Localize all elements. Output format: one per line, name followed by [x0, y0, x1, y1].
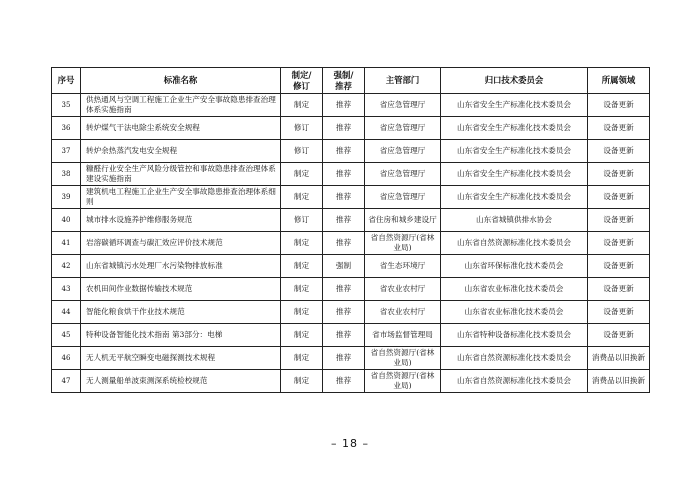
table-row [52, 163, 650, 186]
cell-seq: 35 [52, 94, 81, 117]
cell-committee: 山东省安全生产标准化技术委员会 [441, 186, 588, 209]
cell-field: 设备更新 [588, 255, 650, 278]
header-committee: 归口技术委员会 [441, 68, 588, 94]
cell-seq: 37 [52, 140, 81, 163]
cell-type: 制定 [281, 301, 323, 324]
cell-seq: 46 [52, 347, 81, 370]
cell-name: 建筑机电工程施工企业生产安全事故隐患排查治理体系细则 [81, 186, 281, 209]
cell-type: 制定 [281, 370, 323, 393]
cell-name: 无人机无平航空瞬变电磁探测技术规程 [81, 347, 281, 370]
cell-dept: 省农业农村厅 [365, 301, 441, 324]
cell-name: 糠醛行业安全生产风险分级管控和事故隐患排查治理体系建设实施指南 [81, 163, 281, 186]
cell-seq: 41 [52, 232, 81, 255]
cell-type: 制定 [281, 186, 323, 209]
cell-mandatory: 推荐 [323, 94, 365, 117]
cell-seq: 39 [52, 186, 81, 209]
cell-committee: 山东省自然资源标准化技术委员会 [441, 347, 588, 370]
cell-field: 设备更新 [588, 301, 650, 324]
table-row [52, 255, 650, 278]
cell-name: 供热通风与空调工程施工企业生产安全事故隐患排查治理体系实施指南 [81, 94, 281, 117]
table-row [52, 186, 650, 209]
table-row [52, 278, 650, 301]
table-header-row [52, 68, 650, 94]
cell-type: 制定 [281, 94, 323, 117]
cell-committee: 山东省特种设备标准化技术委员会 [441, 324, 588, 347]
cell-committee: 山东省自然资源标准化技术委员会 [441, 232, 588, 255]
cell-seq: 38 [52, 163, 81, 186]
cell-field: 设备更新 [588, 209, 650, 232]
cell-type: 制定 [281, 324, 323, 347]
cell-committee: 山东省环保标准化技术委员会 [441, 255, 588, 278]
cell-mandatory: 推荐 [323, 324, 365, 347]
cell-name: 山东省城镇污水处理厂水污染物排放标准 [81, 255, 281, 278]
table-row [52, 140, 650, 163]
cell-dept: 省住房和城乡建设厅 [365, 209, 441, 232]
cell-mandatory: 推荐 [323, 301, 365, 324]
table-row [52, 301, 650, 324]
cell-name: 城市排水设施养护维修服务规范 [81, 209, 281, 232]
cell-type: 修订 [281, 117, 323, 140]
header-type: 制定/ 修订 [281, 68, 323, 94]
cell-field: 设备更新 [588, 324, 650, 347]
cell-type: 制定 [281, 232, 323, 255]
cell-seq: 43 [52, 278, 81, 301]
cell-mandatory: 推荐 [323, 347, 365, 370]
cell-field: 设备更新 [588, 140, 650, 163]
cell-mandatory: 推荐 [323, 209, 365, 232]
cell-committee: 山东省安全生产标准化技术委员会 [441, 163, 588, 186]
cell-mandatory: 强制 [323, 255, 365, 278]
cell-committee: 山东省安全生产标准化技术委员会 [441, 140, 588, 163]
cell-type: 制定 [281, 347, 323, 370]
standards-table-container [51, 67, 650, 393]
cell-dept: 省自然资源厅(省林业局) [365, 232, 441, 255]
cell-field: 设备更新 [588, 232, 650, 255]
cell-seq: 40 [52, 209, 81, 232]
cell-field: 设备更新 [588, 94, 650, 117]
cell-type: 修订 [281, 209, 323, 232]
cell-name: 转炉余热蒸汽发电安全规程 [81, 140, 281, 163]
cell-dept: 省应急管理厅 [365, 94, 441, 117]
cell-mandatory: 推荐 [323, 163, 365, 186]
cell-field: 设备更新 [588, 186, 650, 209]
cell-field: 设备更新 [588, 117, 650, 140]
cell-type: 制定 [281, 278, 323, 301]
cell-dept: 省农业农村厅 [365, 278, 441, 301]
header-seq: 序号 [52, 68, 81, 94]
cell-seq: 47 [52, 370, 81, 393]
cell-seq: 36 [52, 117, 81, 140]
cell-dept: 省自然资源厅(省林业局) [365, 347, 441, 370]
cell-seq: 45 [52, 324, 81, 347]
table-row [52, 94, 650, 117]
cell-mandatory: 推荐 [323, 186, 365, 209]
cell-seq: 44 [52, 301, 81, 324]
cell-name: 无人测量船单波束测深系统检校规范 [81, 370, 281, 393]
cell-mandatory: 推荐 [323, 278, 365, 301]
cell-field: 设备更新 [588, 278, 650, 301]
cell-field: 消费品以旧换新 [588, 347, 650, 370]
cell-field: 消费品以旧换新 [588, 370, 650, 393]
cell-mandatory: 推荐 [323, 140, 365, 163]
cell-committee: 山东省城镇供排水协会 [441, 209, 588, 232]
page-number: – 18 – [331, 437, 369, 450]
table-row [52, 117, 650, 140]
cell-name: 转炉煤气干法电除尘系统安全规程 [81, 117, 281, 140]
table-row [52, 370, 650, 393]
header-dept: 主管部门 [365, 68, 441, 94]
cell-type: 制定 [281, 255, 323, 278]
cell-committee: 山东省安全生产标准化技术委员会 [441, 94, 588, 117]
cell-committee: 山东省安全生产标准化技术委员会 [441, 117, 588, 140]
cell-dept: 省市场监督管理局 [365, 324, 441, 347]
cell-committee: 山东省自然资源标准化技术委员会 [441, 370, 588, 393]
cell-mandatory: 推荐 [323, 370, 365, 393]
cell-type: 制定 [281, 163, 323, 186]
cell-type: 修订 [281, 140, 323, 163]
cell-dept: 省应急管理厅 [365, 163, 441, 186]
table-row [52, 347, 650, 370]
cell-name: 智能化粮食烘干作业技术规范 [81, 301, 281, 324]
table-row [52, 324, 650, 347]
header-field: 所属领域 [588, 68, 650, 94]
cell-dept: 省应急管理厅 [365, 140, 441, 163]
cell-mandatory: 推荐 [323, 232, 365, 255]
cell-committee: 山东省农业标准化技术委员会 [441, 278, 588, 301]
cell-name: 岩溶碳循环调查与碳汇效应评价技术规范 [81, 232, 281, 255]
header-mandatory: 强制/ 推荐 [323, 68, 365, 94]
cell-name: 农机田间作业数据传输技术规范 [81, 278, 281, 301]
standards-table [51, 67, 650, 393]
cell-seq: 42 [52, 255, 81, 278]
cell-dept: 省应急管理厅 [365, 117, 441, 140]
cell-dept: 省自然资源厅(省林业局) [365, 370, 441, 393]
cell-name: 特种设备智能化技术指南 第3部分：电梯 [81, 324, 281, 347]
cell-field: 设备更新 [588, 163, 650, 186]
cell-dept: 省生态环境厅 [365, 255, 441, 278]
cell-committee: 山东省农业标准化技术委员会 [441, 301, 588, 324]
cell-dept: 省应急管理厅 [365, 186, 441, 209]
cell-mandatory: 推荐 [323, 117, 365, 140]
table-row [52, 209, 650, 232]
table-row [52, 232, 650, 255]
header-name: 标准名称 [81, 68, 281, 94]
